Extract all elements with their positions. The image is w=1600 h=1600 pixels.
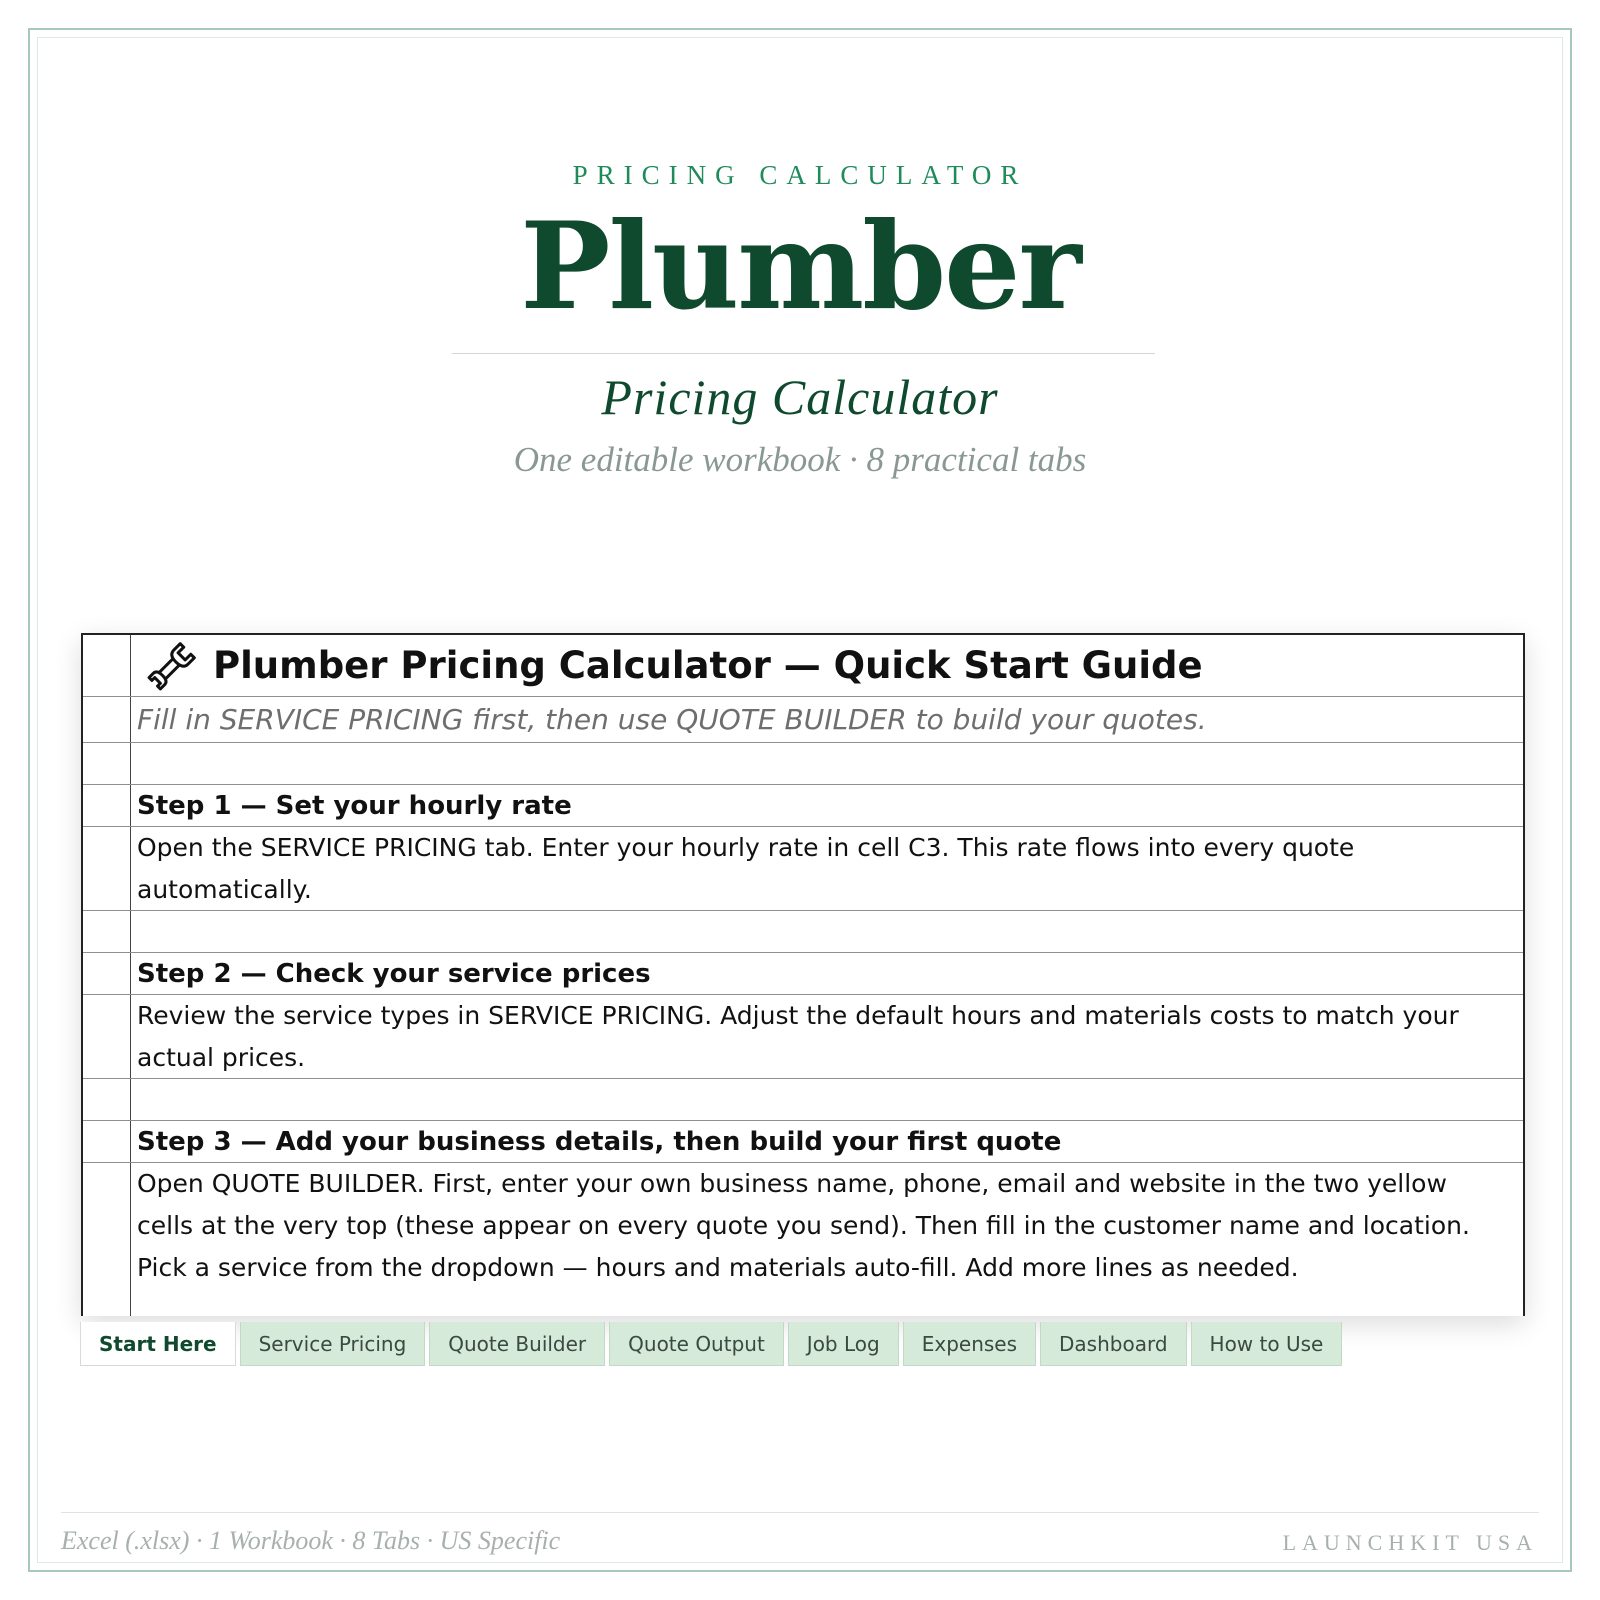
- footer-divider: [61, 1512, 1539, 1513]
- blank-row[interactable]: [83, 911, 1523, 953]
- step-1-heading-row[interactable]: [83, 785, 1523, 827]
- intro-text: Fill in SERVICE PRICING first, then use QUOTE BUILDER to build your quotes.: [137, 703, 1207, 736]
- tab-how-to-use[interactable]: How to Use: [1191, 1322, 1343, 1366]
- cover-subtitle: Pricing Calculator: [601, 369, 999, 425]
- tab-quote-builder[interactable]: Quote Builder: [429, 1322, 605, 1366]
- blank-row[interactable]: [83, 1079, 1523, 1121]
- step-2-body: Review the service types in SERVICE PRICING. Adjust the default hours and materials costs to match your actual prices.: [137, 1001, 1459, 1072]
- cover-eyebrow: PRICING CALCULATOR: [572, 160, 1028, 190]
- tab-quote-output[interactable]: Quote Output: [609, 1322, 784, 1366]
- cover-title: Plumber: [520, 196, 1080, 337]
- sheet-tab-bar: [80, 1322, 1346, 1368]
- step-1-body: Open the SERVICE PRICING tab. Enter your hourly rate in cell C3. This rate flows into every quote automatically.: [137, 833, 1355, 904]
- cover-tagline: One editable workbook · 8 practical tabs: [513, 440, 1087, 479]
- tab-dashboard[interactable]: Dashboard: [1040, 1322, 1187, 1366]
- footer-format-info: Excel (.xlsx) · 1 Workbook · 8 Tabs · US Specific: [61, 1526, 561, 1555]
- step-2-heading-row[interactable]: [83, 953, 1523, 995]
- tab-expenses[interactable]: Expenses: [903, 1322, 1036, 1366]
- step-2-body-row[interactable]: [83, 995, 1523, 1079]
- title-divider: [452, 353, 1155, 354]
- intro-row[interactable]: [83, 697, 1523, 743]
- step-3-body-row[interactable]: [83, 1163, 1523, 1316]
- step-1-heading: Step 1 — Set your hourly rate: [137, 791, 572, 821]
- blank-row[interactable]: [83, 743, 1523, 785]
- step-3-body: Open QUOTE BUILDER. First, enter your own business name, phone, email and website in the two yellow cells at the very top (these appear on every quote you send). Then fill in the customer name and location. Pick a service from the dropdown — hours and materials auto-fill. Add more lines as needed.: [137, 1169, 1470, 1282]
- sheet-title-row[interactable]: [83, 635, 1523, 697]
- tab-job-log[interactable]: Job Log: [788, 1322, 899, 1366]
- step-2-heading: Step 2 — Check your service prices: [137, 959, 651, 989]
- step-3-heading: Step 3 — Add your business details, then build your first quote: [137, 1127, 1062, 1157]
- tab-service-pricing[interactable]: Service Pricing: [240, 1322, 426, 1366]
- sheet-title: Plumber Pricing Calculator — Quick Start Guide: [213, 644, 1203, 687]
- tab-start-here[interactable]: Start Here: [80, 1322, 236, 1366]
- step-1-body-row[interactable]: [83, 827, 1523, 911]
- step-3-heading-row[interactable]: [83, 1121, 1523, 1163]
- footer-brand: LAUNCHKIT USA: [1282, 1530, 1538, 1555]
- spreadsheet-preview: [81, 633, 1525, 1316]
